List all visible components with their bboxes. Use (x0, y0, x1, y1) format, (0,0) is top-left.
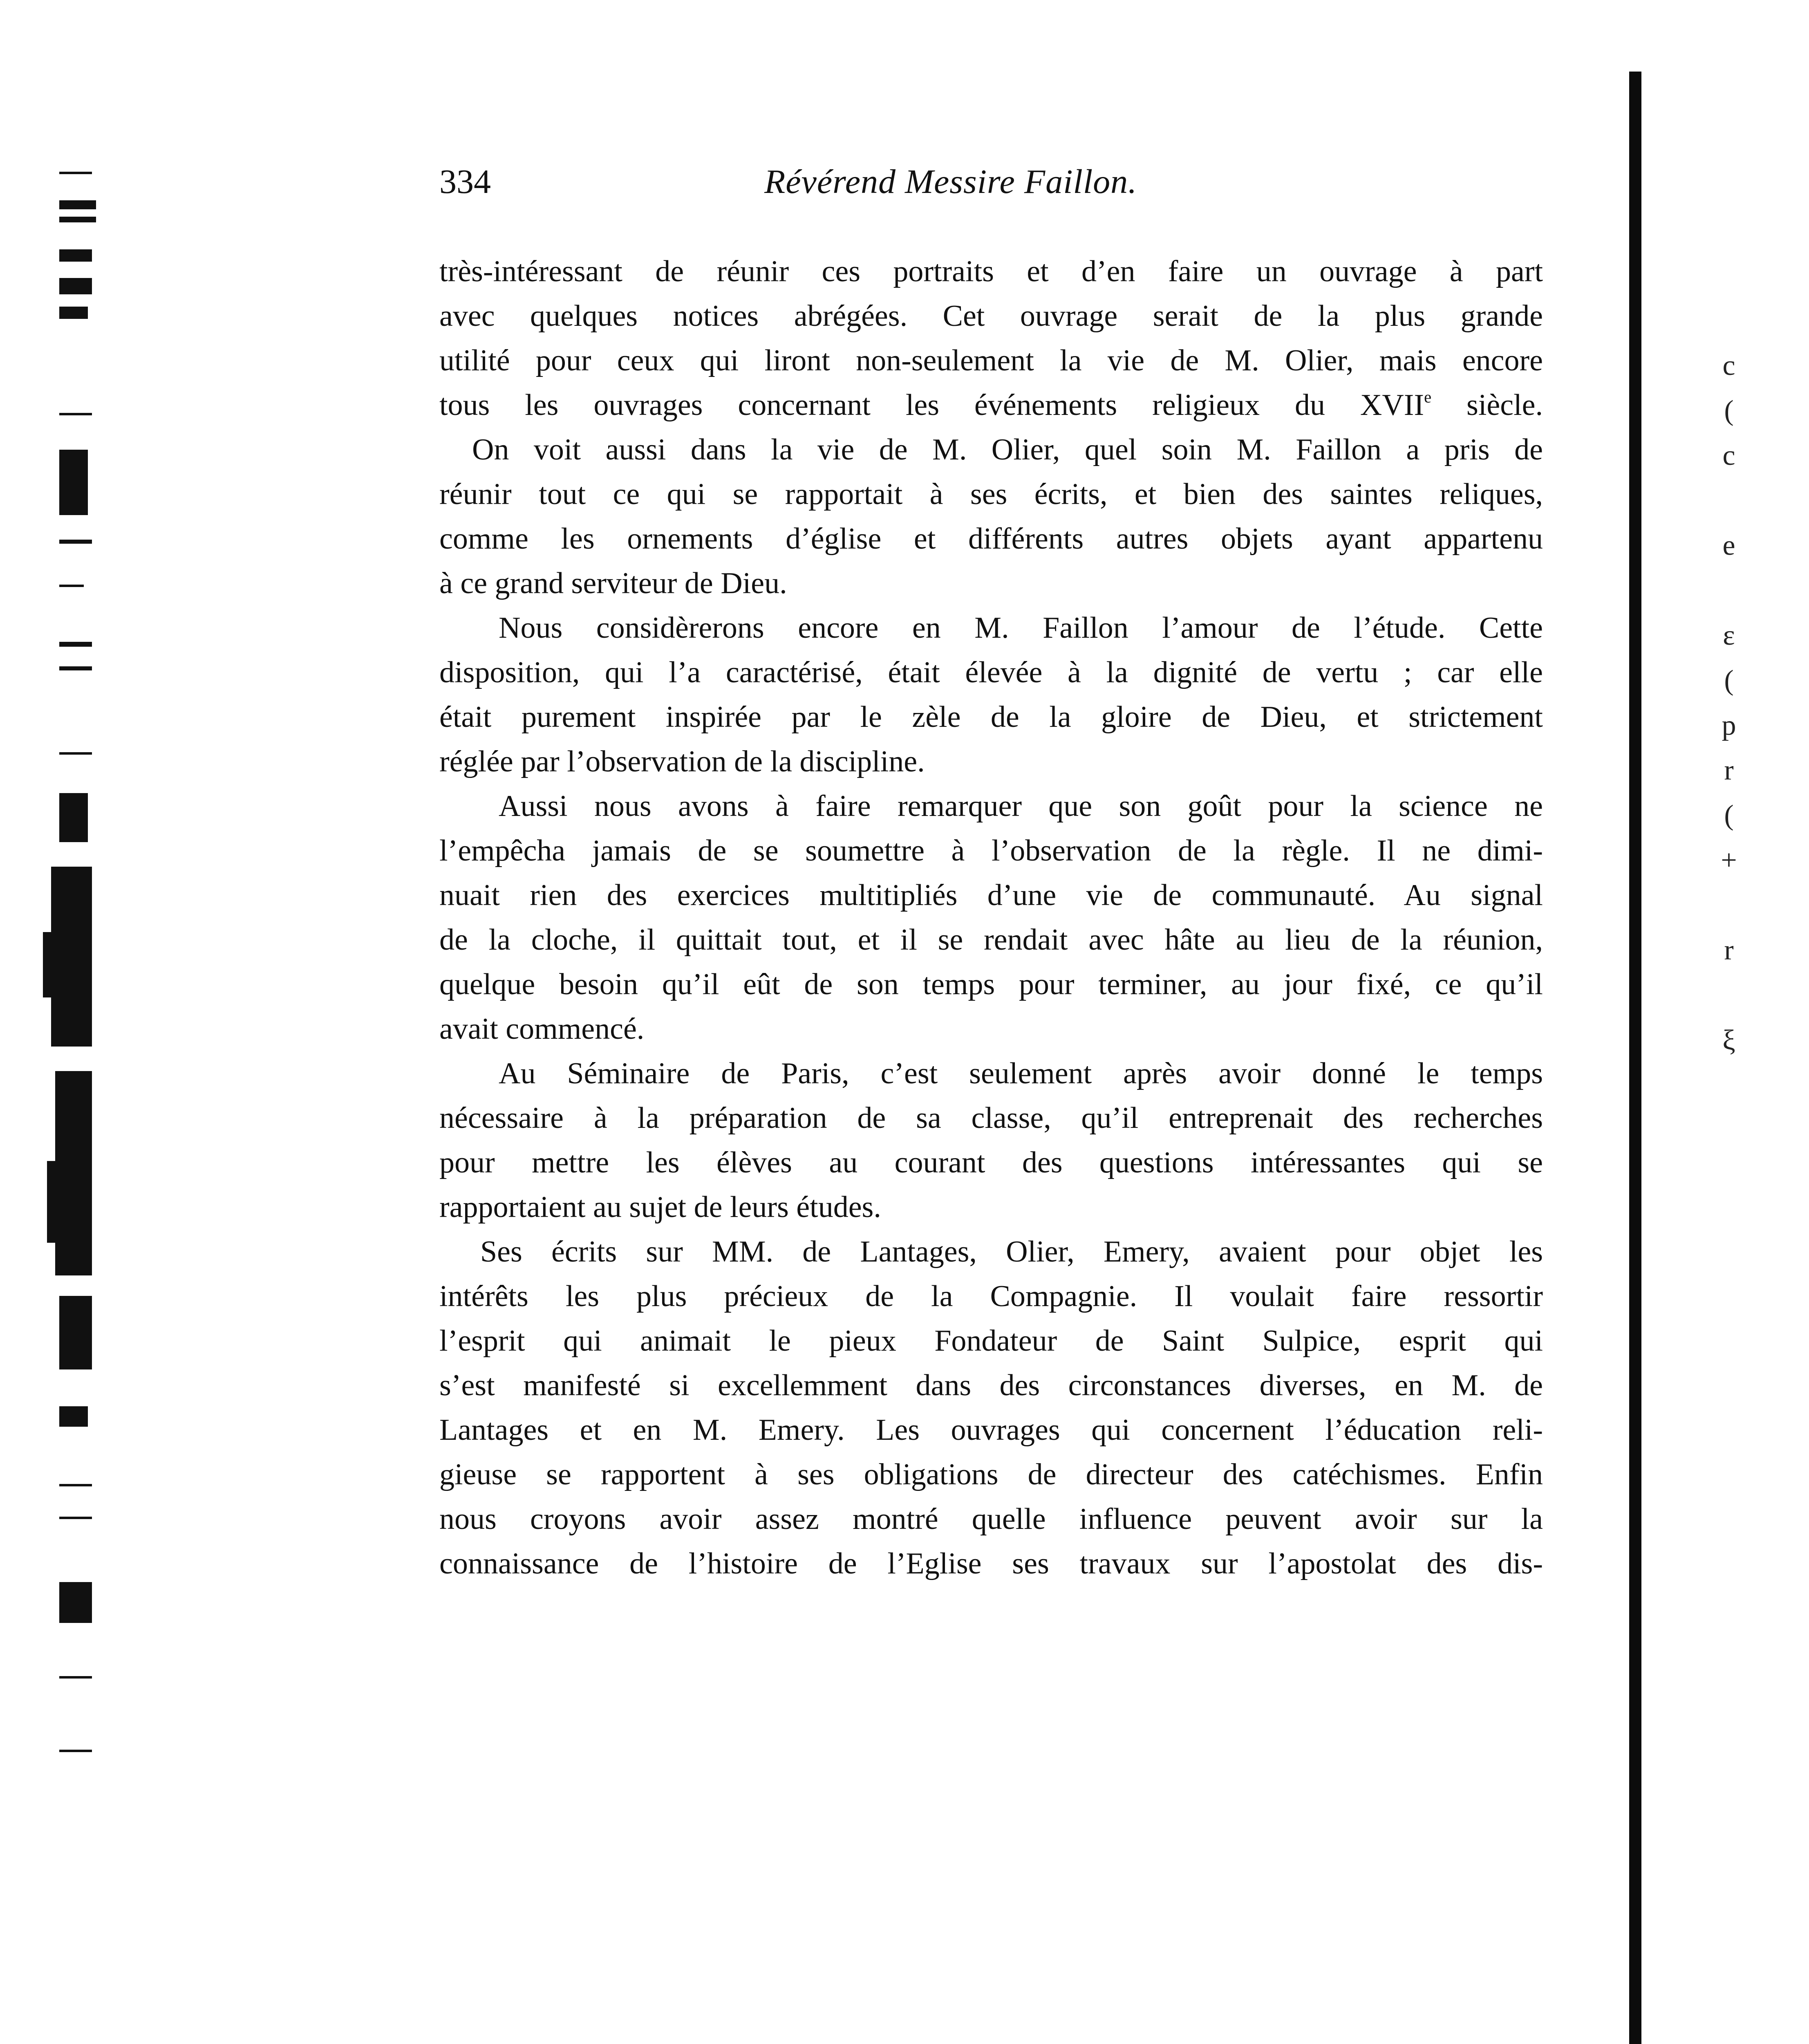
text-line (439, 383, 1543, 428)
text-line: l’empêcha jamais de se soumettre à l’observation de la règle. Il ne dimi- (439, 834, 1543, 867)
text-line: rapportaient au sujet de leurs études. (439, 1190, 881, 1224)
bleed-letter: e (1722, 530, 1735, 561)
text-line: avait commencé. (439, 1012, 645, 1046)
text-line: connaissance de l’histoire de l’Eglise ses travaux sur l’apostolat des dis- (439, 1547, 1543, 1580)
text-line: à ce grand serviteur de Dieu. (439, 567, 787, 600)
text-line: On voit aussi dans la vie de M. Olier, quel soin M. Faillon a pris de (472, 433, 1543, 466)
page-number: 334 (439, 163, 491, 201)
bleed-letter: r (1724, 935, 1734, 966)
text-line: nécessaire à la préparation de sa classe, qu’il entreprenait des recherches (439, 1101, 1543, 1135)
text-line: Lantages et en M. Emery. Les ouvrages qui concernent l’éducation reli- (439, 1413, 1543, 1447)
paragraph-4 (439, 784, 1543, 1051)
text-fragment: tous les ouvrages concernant les événements religieux du XVII (439, 388, 1424, 422)
bleed-letter: c (1722, 350, 1735, 381)
bleed-letter: c (1722, 440, 1735, 471)
paragraph-6 (439, 1230, 1543, 1586)
bleed-letter: ( (1724, 665, 1734, 696)
running-title: Révérend Messire Faillon. (764, 163, 1137, 201)
text-line: Au Séminaire de Paris, c’est seulement après avoir donné le temps (499, 1057, 1543, 1090)
paragraph-3 (439, 606, 1543, 784)
text-line: gieuse se rapportent à ses obligations de directeur des catéchismes. Enfin (439, 1458, 1543, 1491)
paragraph-5 (439, 1051, 1543, 1230)
bleed-letter: ξ (1722, 1024, 1735, 1056)
text-line: était purement inspirée par le zèle de la gloire de Dieu, et strictement (439, 700, 1543, 734)
text-line: de la cloche, il quittait tout, et il se rendait avec hâte au lieu de la réunion, (439, 923, 1543, 957)
text-line: Ses écrits sur MM. de Lantages, Olier, Emery, avaient pour objet les (480, 1235, 1543, 1269)
text-line: nous croyons avoir assez montré quelle influence peuvent avoir sur la (439, 1502, 1543, 1536)
text-fragment: siècle. (1431, 388, 1543, 422)
bleed-letter: ε (1723, 620, 1735, 651)
text-line: pour mettre les élèves au courant des questions intéressantes qui se (439, 1146, 1543, 1179)
paragraph-1 (439, 249, 1543, 428)
bleed-letter: ( (1724, 800, 1734, 831)
text-line: très-intéressant de réunir ces portraits et d’en faire un ouvrage à part (439, 255, 1543, 288)
body-text (439, 249, 1543, 1586)
text-line: nuait rien des exercices multitipliés d’une vie de communauté. Au signal (439, 879, 1543, 912)
text-line: utilité pour ceux qui liront non-seulement la vie de M. Olier, mais encore (439, 344, 1543, 377)
text-line: s’est manifesté si excellemment dans des circonstances diverses, en M. de (439, 1369, 1543, 1402)
text-line: comme les ornements d’église et différents autres objets ayant appartenu (439, 522, 1543, 556)
text-line: disposition, qui l’a caractérisé, était élevée à la dignité de vertu ; car elle (439, 656, 1543, 689)
text-line: Aussi nous avons à faire remarquer que son goût pour la science ne (499, 789, 1543, 823)
running-header (439, 161, 1224, 219)
text-line: réglée par l’observation de la discipline. (439, 745, 925, 778)
bleed-letter: ( (1724, 395, 1734, 426)
text-line: avec quelques notices abrégées. Cet ouvrage serait de la plus grande (439, 299, 1543, 333)
bleed-letter: p (1722, 710, 1736, 741)
superscript: e (1424, 388, 1432, 406)
text-line: Nous considèrerons encore en M. Faillon l’amour de l’étude. Cette (499, 611, 1543, 645)
left-margin-scan-marks (51, 172, 133, 1799)
text-line: réunir tout ce qui se rapportait à ses écrits, et bien des saintes reliques, (439, 477, 1543, 511)
text-line: quelque besoin qu’il eût de son temps pour terminer, au jour fixé, ce qu’il (439, 968, 1543, 1001)
page-edge-rule (1629, 72, 1641, 2044)
text-line: intérêts les plus précieux de la Compagnie. Il voulait faire ressortir (439, 1280, 1543, 1313)
bleed-letter: r (1724, 755, 1734, 786)
bleed-through-letters (1713, 352, 1770, 1128)
bleed-letter: + (1721, 845, 1737, 876)
text-line: l’esprit qui animait le pieux Fondateur de Saint Sulpice, esprit qui (439, 1324, 1543, 1358)
paragraph-2 (439, 428, 1543, 606)
